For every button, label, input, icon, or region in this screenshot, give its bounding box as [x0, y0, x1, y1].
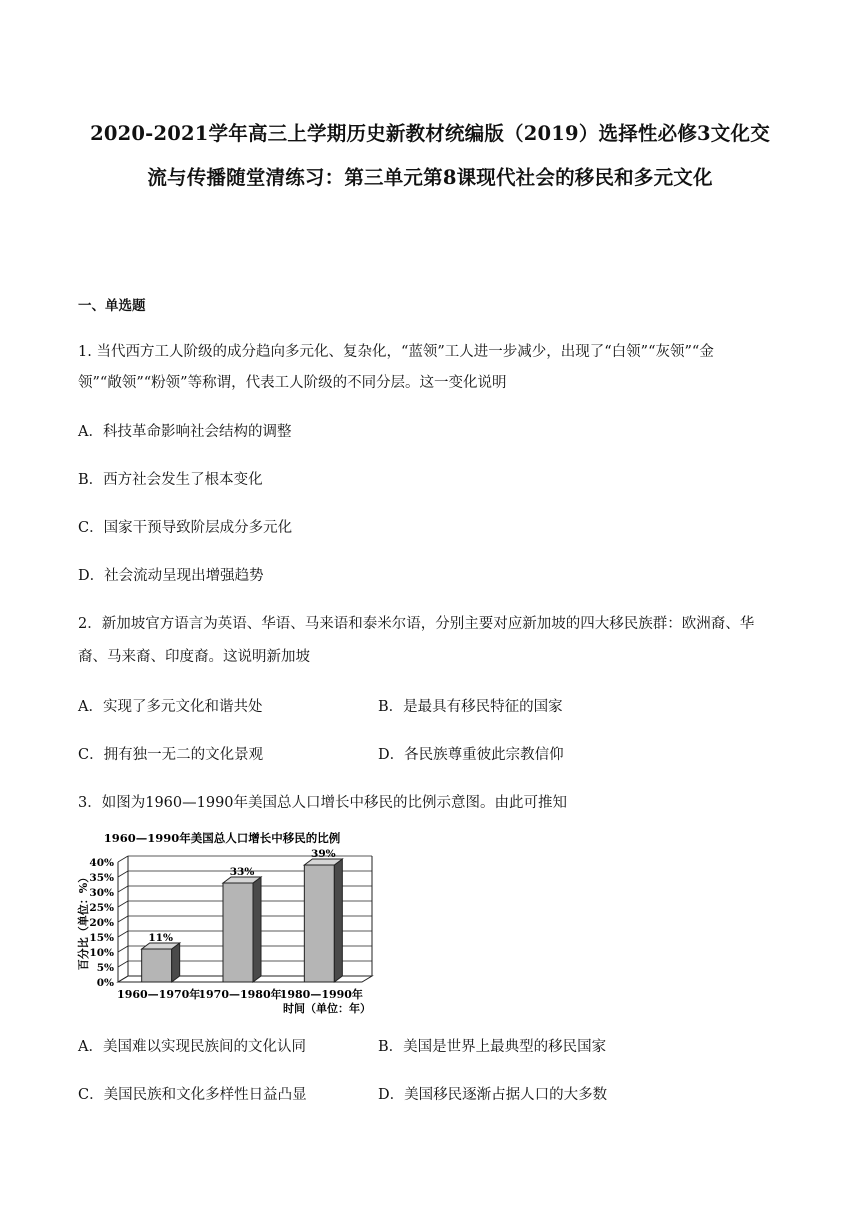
- chart-bar: [142, 943, 180, 982]
- question-1-option-a[interactable]: A．科技革命影响社会结构的调整: [78, 424, 292, 440]
- question-3-stem: 3．如图为1960—1990年美国总人口增长中移民的比例示意图。由此可推知: [78, 795, 568, 811]
- chart-y-tick-label: 15%: [89, 932, 114, 944]
- chart-gridline-diagonal: [118, 886, 128, 892]
- chart-value-label: 33%: [229, 866, 255, 878]
- chart-y-tick-label: 35%: [89, 872, 114, 884]
- question-1-option-c[interactable]: C．国家干预导致阶层成分多元化: [78, 520, 293, 536]
- chart-y-ticks: [89, 857, 114, 989]
- chart-y-axis-label: 百分比（单位：%）: [77, 871, 90, 971]
- chart-bar: [304, 859, 342, 982]
- chart-x-tick-label: 1970—1980年: [198, 988, 282, 1001]
- chart-bar-front: [304, 865, 334, 982]
- question-2-option-d[interactable]: D．各民族尊重彼此宗教信仰: [378, 747, 564, 763]
- chart-gridline-diagonal: [118, 856, 128, 862]
- question-3-option-a[interactable]: A．美国难以实现民族间的文化认同: [78, 1039, 306, 1055]
- question-2-option-a[interactable]: A．实现了多元文化和谐共处: [78, 699, 263, 715]
- chart-y-tick-label: 40%: [89, 857, 114, 869]
- chart-gridline-diagonal: [118, 901, 128, 907]
- chart-bar-side: [334, 859, 342, 982]
- question-2-option-b[interactable]: B．是最具有移民特征的国家: [378, 699, 563, 715]
- chart-title: 1960—1990年美国总人口增长中移民的比例: [103, 831, 341, 845]
- question-2-stem-line-1: 2．新加坡官方语言为英语、华语、马来语和泰米尔语，分别主要对应新加坡的四大移民族群：欧洲裔、华: [78, 616, 755, 632]
- chart-bar-side: [172, 943, 180, 982]
- question-3-option-b[interactable]: B．美国是世界上最典型的移民国家: [378, 1039, 607, 1055]
- page-title-line-1: 2020-2021学年高三上学期历史新教材统编版（2019）选择性必修3文化交: [90, 122, 770, 145]
- chart-x-ticks: [117, 987, 363, 1001]
- chart-y-tick-label: 5%: [96, 962, 114, 974]
- question-1-stem-line-1: 1. 当代西方工人阶级的成分趋向多元化、复杂化，“蓝领”工人进一步减少，出现了“白领”“灰领”“金: [78, 344, 714, 360]
- chart-gridline-diagonal: [118, 946, 128, 952]
- chart-bar-front: [142, 949, 172, 982]
- chart-y-tick-label: 25%: [89, 902, 114, 914]
- question-1-stem-line-2: 领”“敞领”“粉领”等称谓，代表工人阶级的不同分层。这一变化说明: [78, 375, 507, 391]
- chart-x-axis-label: 时间（单位：年）: [283, 1002, 371, 1015]
- question-2-stem-line-2: 裔、马来裔、印度裔。这说明新加坡: [78, 649, 310, 665]
- chart-gridline-diagonal: [118, 916, 128, 922]
- chart-x-tick-label: 1960—1970年: [117, 988, 201, 1001]
- section-heading: 一、单选题: [78, 298, 146, 314]
- chart-value-label: 39%: [311, 848, 336, 860]
- chart-y-tick-label: 30%: [89, 887, 114, 899]
- chart-bar-side: [253, 877, 261, 982]
- question-1-option-d[interactable]: D．社会流动呈现出增强趋势: [78, 568, 264, 584]
- chart-y-tick-label: 0%: [96, 977, 114, 989]
- chart-x-tick-label: 1980—1990年: [279, 988, 363, 1001]
- chart-bar-front: [223, 883, 253, 982]
- chart-y-tick-label: 10%: [89, 947, 114, 959]
- chart-value-label: 11%: [148, 932, 173, 944]
- question-2-option-c[interactable]: C．拥有独一无二的文化景观: [78, 747, 264, 763]
- question-3-option-d[interactable]: D．美国移民逐渐占据人口的大多数: [378, 1087, 608, 1103]
- question-3-option-c[interactable]: C．美国民族和文化多样性日益凸显: [78, 1087, 307, 1103]
- page-title-line-2: 流与传播随堂清练习：第三单元第8课现代社会的移民和多元文化: [147, 166, 713, 189]
- chart-bar: [223, 877, 261, 982]
- chart-y-tick-label: 20%: [89, 917, 114, 929]
- question-1-option-b[interactable]: B．西方社会发生了根本变化: [78, 472, 263, 488]
- chart-gridline-diagonal: [118, 871, 128, 877]
- chart-gridline-diagonal: [118, 931, 128, 937]
- chart-gridline-diagonal: [118, 961, 128, 967]
- immigration-ratio-chart: [72, 826, 392, 1016]
